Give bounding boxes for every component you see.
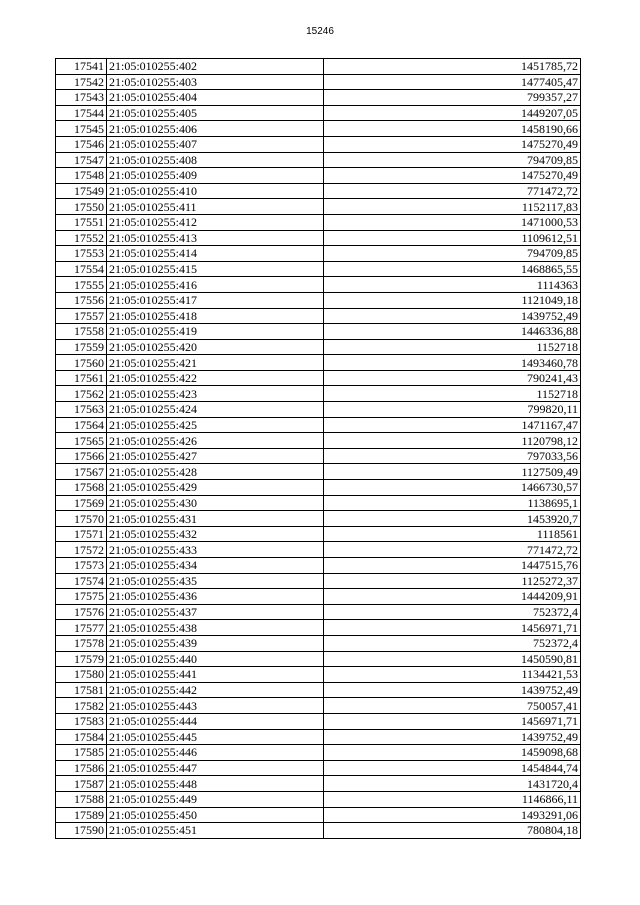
- cadastral-number-cell: 21:05:010255:428: [107, 464, 324, 480]
- table-row: [56, 246, 581, 262]
- table-body: [56, 59, 581, 839]
- cadastral-value-cell: 1451785,72: [324, 59, 581, 75]
- cadastral-value-cell: 799357,27: [324, 90, 581, 106]
- cadastral-value-cell: 1475270,49: [324, 136, 581, 152]
- table-row: [56, 511, 581, 527]
- table-row: [56, 292, 581, 308]
- row-number-cell: 17559: [56, 339, 107, 355]
- cadastral-number-cell: 21:05:010255:425: [107, 417, 324, 433]
- cadastral-number-cell: 21:05:010255:449: [107, 791, 324, 807]
- row-number-cell: 17567: [56, 464, 107, 480]
- cadastral-value-cell: 1456971,71: [324, 620, 581, 636]
- cadastral-value-cell: 1127509,49: [324, 464, 581, 480]
- table-row: [56, 573, 581, 589]
- cadastral-number-cell: 21:05:010255:437: [107, 604, 324, 620]
- cadastral-number-cell: 21:05:010255:450: [107, 807, 324, 823]
- table-row: [56, 402, 581, 418]
- table-row: [56, 526, 581, 542]
- row-number-cell: 17571: [56, 526, 107, 542]
- row-number-cell: 17587: [56, 776, 107, 792]
- row-number-cell: 17558: [56, 324, 107, 340]
- cadastral-number-cell: 21:05:010255:408: [107, 152, 324, 168]
- table-row: [56, 183, 581, 199]
- row-number-cell: 17572: [56, 542, 107, 558]
- cadastral-value-cell: 1134421,53: [324, 667, 581, 683]
- cadastral-value-cell: 1152718: [324, 386, 581, 402]
- cadastral-value-cell: 1466730,57: [324, 480, 581, 496]
- cadastral-number-cell: 21:05:010255:419: [107, 324, 324, 340]
- cadastral-value-cell: 1120798,12: [324, 433, 581, 449]
- cadastral-number-cell: 21:05:010255:424: [107, 402, 324, 418]
- cadastral-value-cell: 1125272,37: [324, 573, 581, 589]
- row-number-cell: 17573: [56, 558, 107, 574]
- table-row: [56, 807, 581, 823]
- row-number-cell: 17551: [56, 214, 107, 230]
- row-number-cell: 17552: [56, 230, 107, 246]
- cadastral-value-cell: 794709,85: [324, 246, 581, 262]
- page-number: 15246: [306, 26, 334, 37]
- row-number-cell: 17585: [56, 745, 107, 761]
- cadastral-number-cell: 21:05:010255:445: [107, 729, 324, 745]
- row-number-cell: 17545: [56, 121, 107, 137]
- cadastral-value-cell: 1109612,51: [324, 230, 581, 246]
- cadastral-number-cell: 21:05:010255:435: [107, 573, 324, 589]
- cadastral-value-cell: 752372,4: [324, 604, 581, 620]
- cadastral-value-cell: 1114363: [324, 277, 581, 293]
- table-row: [56, 433, 581, 449]
- row-number-cell: 17581: [56, 682, 107, 698]
- row-number-cell: 17589: [56, 807, 107, 823]
- table-row: [56, 261, 581, 277]
- table-row: [56, 386, 581, 402]
- cadastral-number-cell: 21:05:010255:444: [107, 713, 324, 729]
- table-row: [56, 729, 581, 745]
- cadastral-number-cell: 21:05:010255:411: [107, 199, 324, 215]
- cadastral-value-cell: 1439752,49: [324, 729, 581, 745]
- cadastral-number-cell: 21:05:010255:407: [107, 136, 324, 152]
- row-number-cell: 17576: [56, 604, 107, 620]
- cadastral-number-cell: 21:05:010255:413: [107, 230, 324, 246]
- row-number-cell: 17550: [56, 199, 107, 215]
- row-number-cell: 17553: [56, 246, 107, 262]
- cadastral-value-cell: 1138695,1: [324, 495, 581, 511]
- cadastral-number-cell: 21:05:010255:410: [107, 183, 324, 199]
- table-row: [56, 230, 581, 246]
- row-number-cell: 17578: [56, 635, 107, 651]
- cadastral-number-cell: 21:05:010255:438: [107, 620, 324, 636]
- table-row: [56, 448, 581, 464]
- cadastral-number-cell: 21:05:010255:412: [107, 214, 324, 230]
- row-number-cell: 17579: [56, 651, 107, 667]
- cadastral-number-cell: 21:05:010255:441: [107, 667, 324, 683]
- cadastral-number-cell: 21:05:010255:439: [107, 635, 324, 651]
- row-number-cell: 17562: [56, 386, 107, 402]
- cadastral-number-cell: 21:05:010255:451: [107, 823, 324, 839]
- cadastral-value-cell: 799820,11: [324, 402, 581, 418]
- cadastral-value-cell: 1118561: [324, 526, 581, 542]
- cadastral-value-cell: 771472,72: [324, 542, 581, 558]
- row-number-cell: 17554: [56, 261, 107, 277]
- table-row: [56, 635, 581, 651]
- cadastral-value-cell: 794709,85: [324, 152, 581, 168]
- table-row: [56, 589, 581, 605]
- cadastral-number-cell: 21:05:010255:415: [107, 261, 324, 277]
- cadastral-value-cell: 1444209,91: [324, 589, 581, 605]
- cadastral-value-cell: 797033,56: [324, 448, 581, 464]
- cadastral-value-cell: 1471000,53: [324, 214, 581, 230]
- cadastral-value-cell: 1446336,88: [324, 324, 581, 340]
- cadastral-number-cell: 21:05:010255:420: [107, 339, 324, 355]
- table-row: [56, 168, 581, 184]
- cadastral-number-cell: 21:05:010255:421: [107, 355, 324, 371]
- row-number-cell: 17548: [56, 168, 107, 184]
- table-row: [56, 558, 581, 574]
- cadastral-number-cell: 21:05:010255:440: [107, 651, 324, 667]
- cadastral-number-cell: 21:05:010255:426: [107, 433, 324, 449]
- row-number-cell: 17588: [56, 791, 107, 807]
- row-number-cell: 17583: [56, 713, 107, 729]
- cadastral-number-cell: 21:05:010255:402: [107, 59, 324, 75]
- table-row: [56, 136, 581, 152]
- row-number-cell: 17565: [56, 433, 107, 449]
- table-row: [56, 604, 581, 620]
- table-row: [56, 495, 581, 511]
- cadastral-value-cell: 1459098,68: [324, 745, 581, 761]
- row-number-cell: 17590: [56, 823, 107, 839]
- cadastral-value-cell: 1449207,05: [324, 105, 581, 121]
- cadastral-value-cell: 1493460,78: [324, 355, 581, 371]
- table-row: [56, 277, 581, 293]
- cadastral-number-cell: 21:05:010255:414: [107, 246, 324, 262]
- cadastral-number-cell: 21:05:010255:405: [107, 105, 324, 121]
- cadastral-number-cell: 21:05:010255:448: [107, 776, 324, 792]
- cadastral-number-cell: 21:05:010255:418: [107, 308, 324, 324]
- cadastral-value-cell: 1152718: [324, 339, 581, 355]
- cadastral-number-cell: 21:05:010255:432: [107, 526, 324, 542]
- row-number-cell: 17577: [56, 620, 107, 636]
- row-number-cell: 17549: [56, 183, 107, 199]
- cadastral-value-cell: 1439752,49: [324, 682, 581, 698]
- cadastral-number-cell: 21:05:010255:406: [107, 121, 324, 137]
- table-row: [56, 776, 581, 792]
- row-number-cell: 17555: [56, 277, 107, 293]
- cadastral-value-cell: 1468865,55: [324, 261, 581, 277]
- row-number-cell: 17586: [56, 760, 107, 776]
- table-row: [56, 59, 581, 75]
- table-row: [56, 745, 581, 761]
- cadastral-number-cell: 21:05:010255:446: [107, 745, 324, 761]
- table-row: [56, 651, 581, 667]
- cadastral-number-cell: 21:05:010255:436: [107, 589, 324, 605]
- row-number-cell: 17543: [56, 90, 107, 106]
- table-row: [56, 480, 581, 496]
- row-number-cell: 17546: [56, 136, 107, 152]
- cadastral-value-cell: 1475270,49: [324, 168, 581, 184]
- table-row: [56, 823, 581, 839]
- cadastral-value-cell: 1152117,83: [324, 199, 581, 215]
- cadastral-value-cell: 780804,18: [324, 823, 581, 839]
- cadastral-value-cell: 750057,41: [324, 698, 581, 714]
- row-number-cell: 17547: [56, 152, 107, 168]
- cadastral-value-cell: 1121049,18: [324, 292, 581, 308]
- row-number-cell: 17541: [56, 59, 107, 75]
- cadastral-value-cell: 1146866,11: [324, 791, 581, 807]
- cadastral-number-cell: 21:05:010255:409: [107, 168, 324, 184]
- cadastral-number-cell: 21:05:010255:403: [107, 74, 324, 90]
- row-number-cell: 17568: [56, 480, 107, 496]
- row-number-cell: 17560: [56, 355, 107, 371]
- row-number-cell: 17570: [56, 511, 107, 527]
- row-number-cell: 17569: [56, 495, 107, 511]
- cadastral-number-cell: 21:05:010255:422: [107, 370, 324, 386]
- table-row: [56, 74, 581, 90]
- cadastral-number-cell: 21:05:010255:434: [107, 558, 324, 574]
- table-row: [56, 464, 581, 480]
- cadastral-value-cell: 771472,72: [324, 183, 581, 199]
- row-number-cell: 17574: [56, 573, 107, 589]
- row-number-cell: 17584: [56, 729, 107, 745]
- table-row: [56, 308, 581, 324]
- cadastral-number-cell: 21:05:010255:404: [107, 90, 324, 106]
- cadastral-number-cell: 21:05:010255:416: [107, 277, 324, 293]
- cadastral-value-cell: 1458190,66: [324, 121, 581, 137]
- cadastral-value-cell: 1493291,06: [324, 807, 581, 823]
- table-row: [56, 542, 581, 558]
- row-number-cell: 17575: [56, 589, 107, 605]
- table-row: [56, 105, 581, 121]
- row-number-cell: 17566: [56, 448, 107, 464]
- table-row: [56, 339, 581, 355]
- row-number-cell: 17580: [56, 667, 107, 683]
- row-number-cell: 17557: [56, 308, 107, 324]
- cadastral-value-cell: 1454844,74: [324, 760, 581, 776]
- cadastral-number-cell: 21:05:010255:429: [107, 480, 324, 496]
- cadastral-number-cell: 21:05:010255:427: [107, 448, 324, 464]
- row-number-cell: 17544: [56, 105, 107, 121]
- cadastral-number-cell: 21:05:010255:447: [107, 760, 324, 776]
- table-row: [56, 121, 581, 137]
- cadastral-number-cell: 21:05:010255:443: [107, 698, 324, 714]
- table-row: [56, 667, 581, 683]
- cadastral-value-cell: 752372,4: [324, 635, 581, 651]
- cadastral-value-cell: 1477405,47: [324, 74, 581, 90]
- cadastral-value-cell: 1447515,76: [324, 558, 581, 574]
- cadastral-value-cell: 1439752,49: [324, 308, 581, 324]
- row-number-cell: 17563: [56, 402, 107, 418]
- cadastral-number-cell: 21:05:010255:423: [107, 386, 324, 402]
- row-number-cell: 17564: [56, 417, 107, 433]
- table-row: [56, 791, 581, 807]
- table-row: [56, 199, 581, 215]
- cadastral-number-cell: 21:05:010255:442: [107, 682, 324, 698]
- cadastral-value-cell: 790241,43: [324, 370, 581, 386]
- row-number-cell: 17582: [56, 698, 107, 714]
- row-number-cell: 17561: [56, 370, 107, 386]
- table-row: [56, 214, 581, 230]
- table-row: [56, 417, 581, 433]
- table-row: [56, 698, 581, 714]
- table-row: [56, 370, 581, 386]
- table-row: [56, 324, 581, 340]
- table-row: [56, 152, 581, 168]
- table-row: [56, 90, 581, 106]
- cadastral-value-cell: 1450590,81: [324, 651, 581, 667]
- cadastral-value-cell: 1453920,7: [324, 511, 581, 527]
- table-row: [56, 682, 581, 698]
- cadastral-number-cell: 21:05:010255:431: [107, 511, 324, 527]
- table-row: [56, 620, 581, 636]
- cadastral-value-cell: 1431720,4: [324, 776, 581, 792]
- cadastral-number-cell: 21:05:010255:433: [107, 542, 324, 558]
- table-row: [56, 355, 581, 371]
- cadastral-value-cell: 1456971,71: [324, 713, 581, 729]
- row-number-cell: 17556: [56, 292, 107, 308]
- table-row: [56, 713, 581, 729]
- cadastral-number-cell: 21:05:010255:430: [107, 495, 324, 511]
- row-number-cell: 17542: [56, 74, 107, 90]
- cadastral-value-cell: 1471167,47: [324, 417, 581, 433]
- cadastral-number-cell: 21:05:010255:417: [107, 292, 324, 308]
- cadastral-value-table: [55, 58, 581, 839]
- table-row: [56, 760, 581, 776]
